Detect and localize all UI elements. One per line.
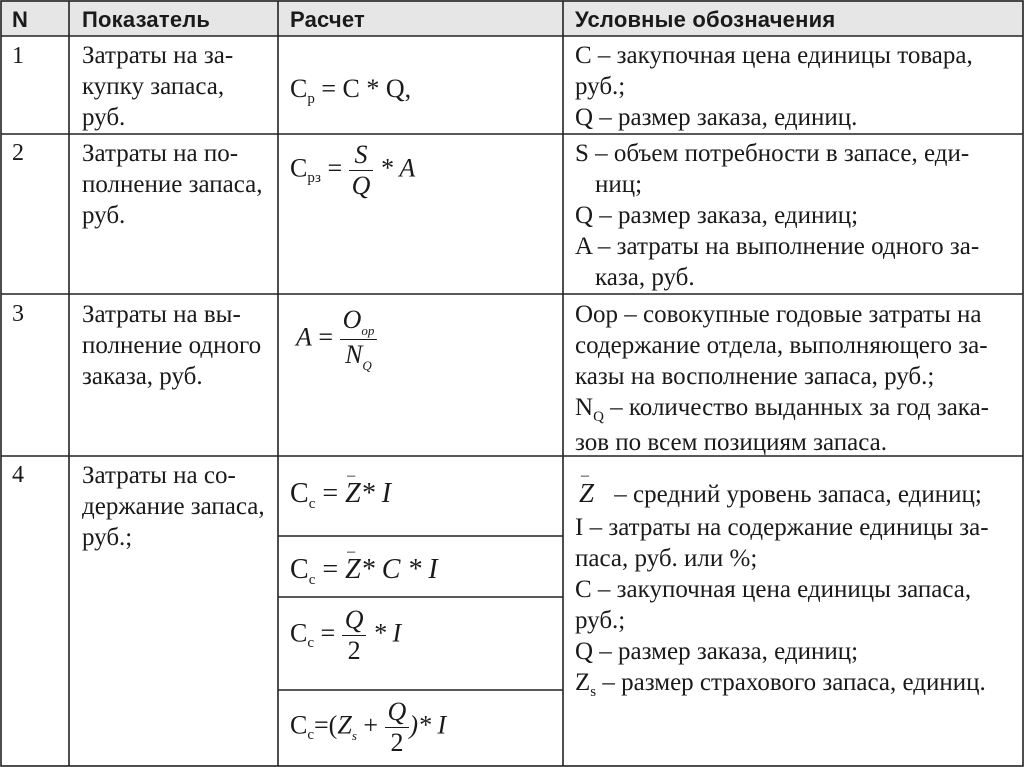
notation-text: – количество выданных за год зака- — [603, 394, 989, 421]
formula-lhs: C — [290, 153, 308, 183]
row-4-indicator-line: Затраты на со- — [82, 462, 236, 489]
notation-line: содержание отдела, выполняющего за- — [575, 332, 988, 359]
fraction-denominator: 2 — [390, 728, 404, 757]
fraction-denominator — [340, 340, 378, 374]
row-1-notation — [575, 40, 973, 133]
formula-tail: * I — [360, 478, 392, 509]
notation-line: зов по всем позициям запаса. — [575, 429, 887, 456]
formula-eq: = — [320, 618, 336, 648]
row-2-formula — [290, 140, 415, 201]
formula-fraction — [385, 697, 410, 758]
row-3-indicator — [82, 299, 261, 392]
denominator-symbol: N — [345, 340, 363, 369]
formula-z-mean: – Z — [345, 555, 361, 585]
fraction-denominator: Q — [351, 171, 371, 200]
formula-fraction — [349, 140, 374, 201]
notation-symbol: Z — [575, 669, 591, 696]
row-4-formula-d — [290, 697, 446, 758]
notation-line — [575, 667, 989, 702]
notation-line: S – объем потребности в запасе, еди- — [575, 140, 970, 167]
row-1-number: 1 — [12, 43, 24, 69]
formula-z: Z — [337, 710, 352, 740]
formula-tail: * C * I — [360, 554, 438, 585]
row-1-indicator — [82, 40, 233, 133]
formula-lhs-sub: c — [307, 635, 315, 652]
notation-line: каза, руб. — [595, 264, 695, 291]
numerator-sub: op — [361, 323, 375, 338]
row-1-indicator-line: Затраты на за- — [82, 42, 234, 69]
formula-lhs: C — [290, 478, 309, 509]
formula-tail: * I — [372, 618, 402, 648]
formula-lhs-sub: рз — [307, 170, 321, 187]
header-n: N — [12, 7, 29, 32]
row-2-notation — [575, 138, 979, 293]
formula-lhs: C — [290, 74, 308, 103]
row-4-formula-c — [290, 605, 401, 666]
formula-lhs: C — [290, 618, 308, 648]
formula-rhs: = C * Q, — [321, 74, 412, 103]
numerator-symbol: O — [342, 305, 362, 334]
row-3-indicator-line: заказа, руб. — [82, 363, 203, 390]
notation-line: A – затраты на выполнение одного за- — [575, 233, 980, 260]
row-3-formula — [296, 305, 377, 374]
row-3-notation — [575, 299, 989, 458]
formula-lhs: C — [290, 554, 309, 585]
formula-eq: = — [322, 554, 339, 585]
notation-line: Q – размер заказа, единиц; — [575, 638, 859, 665]
notation-line — [575, 392, 989, 427]
notation-line — [575, 478, 989, 510]
formula-lhs-sub: p — [307, 91, 315, 107]
fraction-numerator: S — [349, 140, 374, 171]
row-2-indicator-line: руб. — [82, 202, 126, 229]
notation-text: – размер страхового запаса, единиц. — [596, 669, 986, 696]
row-4-indicator-line: держание запаса, — [82, 493, 265, 520]
formula-eq: = — [327, 153, 343, 183]
notation-text: – средний уровень запаса, единиц; — [608, 481, 982, 508]
notation-line: паса, руб. или %; — [575, 545, 758, 572]
row-4-indicator-line: руб.; — [82, 524, 133, 551]
denominator-sub: Q — [362, 358, 372, 373]
notation-line: Q – размер заказа, единиц. — [575, 104, 858, 131]
row-4-notation — [575, 478, 989, 702]
row-4-number: 4 — [12, 462, 24, 488]
formula-lhs: C — [290, 710, 308, 740]
notation-line: руб.; — [575, 607, 626, 634]
header-calc: Расчет — [290, 7, 365, 32]
row-3-number: 3 — [12, 301, 24, 327]
formula-z-mean: – Z — [345, 479, 361, 509]
notation-symbol-sub: Q — [593, 409, 604, 425]
row-4-formula-b — [290, 555, 438, 589]
row-1-formula — [290, 74, 411, 108]
row-2-number: 2 — [12, 140, 24, 166]
row-2-indicator-line: Затраты на по- — [82, 140, 239, 167]
formula-z-sub: s — [351, 728, 357, 744]
notation-z-mean: – Z — [579, 478, 594, 509]
row-1-indicator-line: купку запаса, — [82, 73, 225, 100]
formula-plus: + — [363, 710, 379, 740]
notation-line: ниц; — [595, 171, 643, 198]
row-2-indicator-line: полнение запаса, — [82, 171, 263, 198]
formula-lhs-sub: c — [308, 572, 316, 588]
notation-symbol-sub: s — [590, 684, 597, 700]
formula-eq: =( — [314, 710, 338, 740]
header-indicator: Показатель — [82, 7, 211, 32]
notation-symbol: N — [575, 394, 594, 421]
notation-line: Q – размер заказа, единиц; — [575, 202, 859, 229]
row-3-indicator-line: Затраты на вы- — [82, 301, 241, 328]
fraction-numerator — [340, 305, 378, 340]
formula-lhs: A — [296, 322, 312, 352]
notation-line: C – закупочная цена единицы товара, — [575, 42, 973, 69]
notation-line: C – закупочная цена единицы запаса, — [575, 576, 972, 603]
formula-fraction — [342, 605, 367, 666]
notation-line: руб.; — [575, 73, 626, 100]
notation-line: Oop – совокупные годовые затраты на — [575, 301, 982, 328]
formula-eq: = — [322, 478, 339, 509]
formula-lhs-sub: c — [308, 496, 316, 512]
row-1-indicator-line: руб. — [82, 104, 126, 131]
fraction-numerator: Q — [385, 697, 410, 728]
row-3-indicator-line: полнение одного — [82, 332, 262, 359]
formula-lhs-sub: c — [307, 727, 315, 744]
fraction-denominator: 2 — [347, 636, 361, 665]
row-4-indicator — [82, 460, 265, 553]
notation-line: I – затраты на содержание единицы за- — [575, 514, 989, 541]
formula-fraction — [340, 305, 378, 374]
notation-line: казы на восполнение запаса, руб.; — [575, 363, 935, 390]
formula-tail: )* I — [409, 710, 447, 740]
formula-tail: * A — [379, 153, 416, 183]
header-notation: Условные обозначения — [575, 7, 836, 32]
formula-eq: = — [318, 322, 334, 352]
row-2-indicator — [82, 138, 262, 231]
row-4-formula-a — [290, 479, 391, 513]
fraction-numerator: Q — [342, 605, 367, 636]
